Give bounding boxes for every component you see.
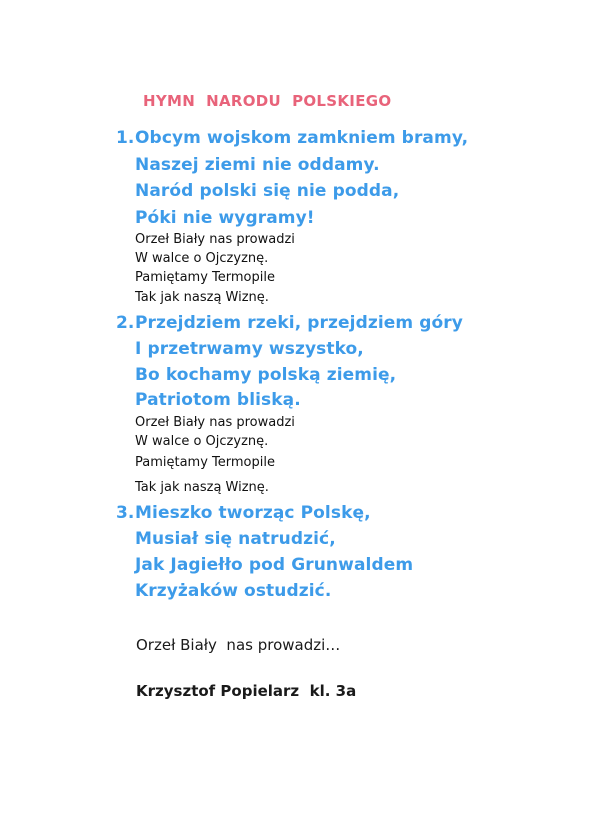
verse-1-line-3: Naród polski się nie podda, xyxy=(135,181,400,201)
chorus-2-line-2: W walce o Ojczyznę. xyxy=(135,434,269,449)
chorus-2-line-1: Orzeł Biały nas prowadzi xyxy=(135,415,295,430)
verse-3-line-3: Jak Jagiełło pod Grunwaldem xyxy=(135,555,414,575)
verse-3-line-4: Krzyżaków ostudzić. xyxy=(135,581,332,601)
verse-1-number: 1. xyxy=(116,128,135,148)
verse-3-line-2: Musiał się natrudzić, xyxy=(135,529,336,549)
chorus-1-line-4: Tak jak naszą Wiznę. xyxy=(135,290,269,305)
chorus-2-line-3: Pamiętamy Termopile xyxy=(135,455,275,470)
verse-2-line-2: I przetrwamy wszystko, xyxy=(135,339,364,359)
verse-2-number: 2. xyxy=(116,313,135,333)
verse-2-line-1: Przejdziem rzeki, przejdziem góry xyxy=(135,313,463,333)
chorus-1-line-3: Pamiętamy Termopile xyxy=(135,270,275,285)
verse-2-line-4: Patriotom bliską. xyxy=(135,390,301,410)
verse-3-line-1: Mieszko tworząc Polskę, xyxy=(135,503,371,523)
verse-1-line-1: Obcym wojskom zamkniem bramy, xyxy=(135,128,469,148)
chorus-1-line-1: Orzeł Biały nas prowadzi xyxy=(135,232,295,247)
verse-1-line-2: Naszej ziemi nie oddamy. xyxy=(135,155,380,175)
verse-2-line-3: Bo kochamy polską ziemię, xyxy=(135,365,397,385)
closing-line: Orzeł Biały nas prowadzi… xyxy=(136,636,341,654)
verse-1-line-4: Póki nie wygramy! xyxy=(135,208,315,228)
author-signature: Krzysztof Popielarz kl. 3a xyxy=(136,682,357,700)
anthem-title: HYMN NARODU POLSKIEGO xyxy=(143,92,392,110)
chorus-1-line-2: W walce o Ojczyznę. xyxy=(135,251,269,266)
chorus-2-line-4: Tak jak naszą Wiznę. xyxy=(135,480,269,495)
verse-3-number: 3. xyxy=(116,503,135,523)
